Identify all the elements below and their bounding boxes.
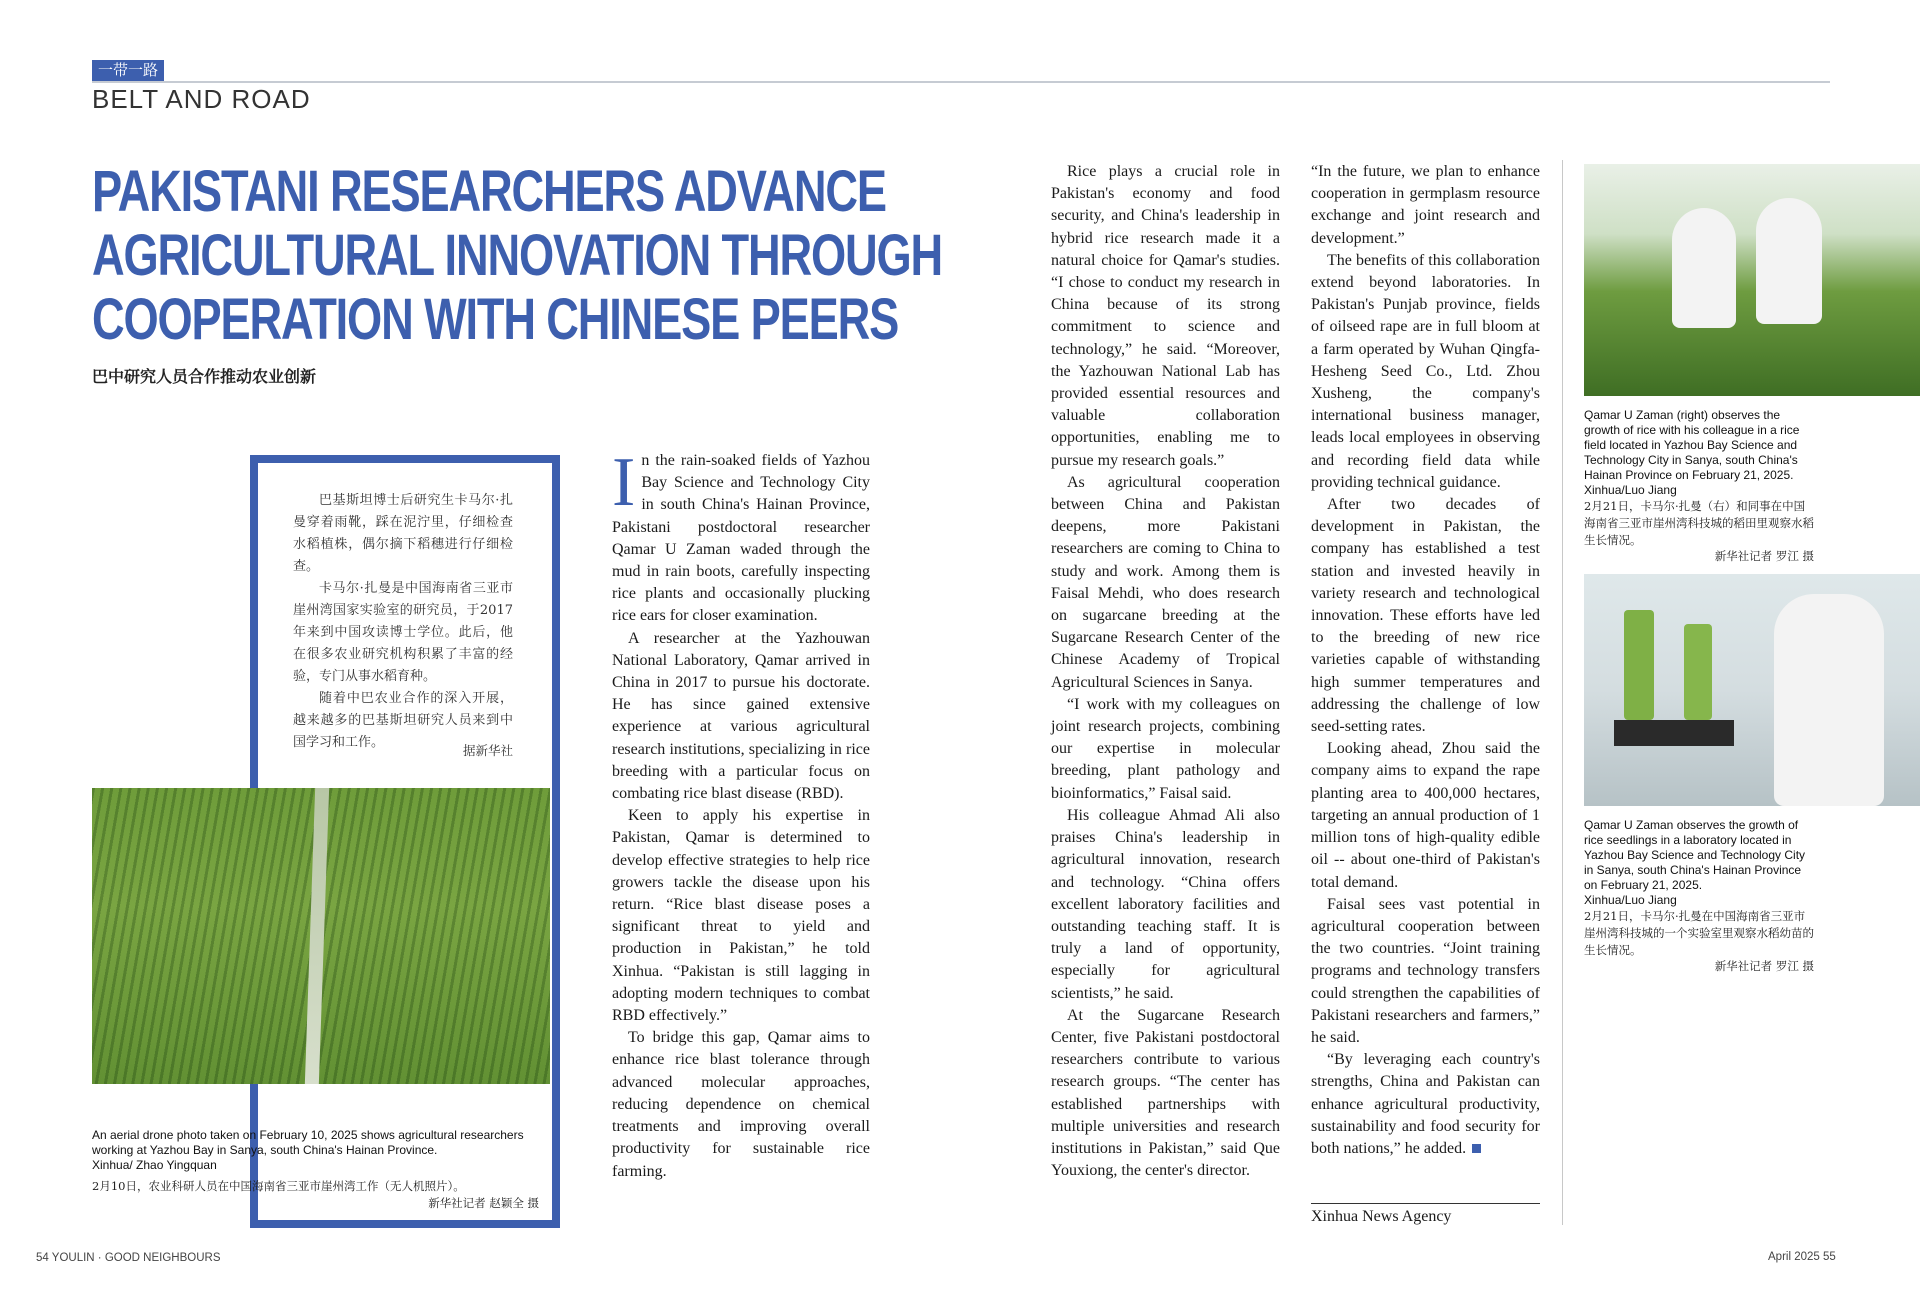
folio-left [36, 1252, 220, 1264]
sidebar-paragraph: 随着中巴农业合作的深入开展，越来越多的巴基斯坦研究人员来到中国学习和工作。 [293, 691, 513, 750]
headline-line: COOPERATION WITH CHINESE PEERS [92, 287, 899, 352]
lab-photo-credit-chinese: 新华社记者 罗江 摄 [1714, 959, 1814, 973]
aerial-photo-caption [92, 1128, 562, 1173]
sidebar-credit: 据新华社 [462, 743, 513, 758]
article-paragraph: Looking ahead, Zhou said the company aims to expand the rape planting area to 400,000 hectares, targeting an annual production of 1 million tons of high-quality edible oil -- about one-third of Pakistan's total demand. [1311, 740, 1540, 891]
article-column-1 [612, 444, 870, 1183]
article-paragraph: The benefits of this collaboration extend beyond laboratories. In Pakistan's Punjab province, fields of oilseed rape are in full bloom at a farm operated by Wuhan Qingfa-Hesheng Seed Co., Ltd. Zhou Xusheng, the company's international business manager, leads local employees in observing and recording field data while providing technical guidance. [1311, 251, 1540, 491]
article-paragraph: “By leveraging each country's strengths, China and Pakistan can enhance agricultural productivity, sustainability and food security for both nations,” he added. [1311, 1051, 1540, 1157]
headline-line: PAKISTANI RESEARCHERS ADVANCE [92, 159, 886, 224]
headline-line: AGRICULTURAL INNOVATION THROUGH [92, 223, 943, 288]
end-mark-icon [1472, 1144, 1481, 1153]
caption-text: Qamar U Zaman observes the growth of rice seedlings in a laboratory located in Yazhou Bay Science and Technology City in Sanya, south China's Hainan Province on February 21, 2025. [1584, 818, 1806, 892]
field-photo-credit-chinese: 新华社记者 罗江 摄 [1714, 549, 1814, 563]
section-rule [92, 81, 1830, 83]
column-divider [1562, 160, 1563, 1225]
section-title: BELT AND ROAD [92, 84, 311, 114]
caption-credit: Xinhua/Luo Jiang [1584, 483, 1677, 497]
article-paragraph: Keen to apply his expertise in Pakistan, Qamar is determined to develop effective strategies to help rice growers tackle the disease upon his return. “Rice blast disease poses a significant threat to yield and production in Pakistan,” he told Xinhua. “Pakistan is still lagging in adopting modern techniques to combat RBD effectively.” [612, 807, 870, 1025]
headline [92, 159, 943, 352]
article-paragraph: At the Sugarcane Research Center, five Pakistani postdoctoral researchers contribute to various research groups. “The center has established partnerships with multiple universities and research institutions in Pakistan,” said Que Youxiong, the center's director. [1051, 1006, 1280, 1180]
rice-seedling [1684, 624, 1712, 720]
headline-chinese: 巴中研究人员合作推动农业创新 [92, 367, 317, 386]
sidebar-paragraph: 巴基斯坦博士后研究生卡马尔·扎曼穿着雨靴，踩在泥泞里，仔细检查水稻植株，偶尔摘下稻穗进行仔细检查。 [293, 493, 513, 574]
article-paragraph: Rice plays a crucial role in Pakistan's economy and food security, and China's leadership in hybrid rice research made it a natural choice for Qamar's studies. “I chose to conduct my research in China because of its strong commitment to science and technology,” he said. “Moreover, the Yazhouwan National Lab has provided essential resources and valuable collaboration opportunities, enabling me to pursue my research goals.” [1051, 163, 1280, 469]
caption-credit: Xinhua/ Zhao Yingquan [92, 1158, 217, 1172]
caption-credit: Xinhua/Luo Jiang [1584, 893, 1677, 907]
researcher-figure [1672, 208, 1736, 328]
field-photo-caption-chinese: 2月21日，卡马尔·扎曼（右）和同事在中国海南省三亚市崖州湾科技城的稻田里观察水稻生长情况。 [1584, 499, 1814, 547]
aerial-photo-caption-chinese: 2月10日，农业科研人员在中国海南省三亚市崖州湾工作（无人机照片）。 [92, 1179, 465, 1193]
article-column-2 [1051, 161, 1280, 1182]
article-column-3 [1311, 161, 1540, 1160]
caption-text: An aerial drone photo taken on February 10, 2025 shows agricultural researchers working at Yazhou Bay in Sanya, south China's Hainan Province. [92, 1128, 524, 1157]
field-photo-caption [1584, 408, 1814, 498]
article-paragraph: His colleague Ahmad Ali also praises China's leadership in agricultural innovation, research and technology. “China offers excellent laboratory facilities and outstanding teaching staff. It is truly a land of opportunity, especially for agricultural scientists,” he said. [1051, 806, 1280, 1002]
rice-seedling [1624, 610, 1654, 720]
article-paragraph: “In the future, we plan to enhance cooperation in germplasm resource exchange and joint research and development.” [1311, 163, 1540, 247]
magazine-name: YOULIN · GOOD NEIGHBOURS [51, 1252, 221, 1264]
lab-photo-caption [1584, 818, 1814, 908]
researcher-figure [1756, 198, 1822, 324]
sidebar-paragraph: 卡马尔·扎曼是中国海南省三亚市崖州湾国家实验室的研究员，于2017年来到中国攻读博士学位。此后，他在很多农业研究机构积累了丰富的经验，专门从事水稻育种。 [293, 581, 513, 684]
page-number: 54 [36, 1252, 49, 1264]
article-paragraph: To bridge this gap, Qamar aims to enhance rice blast tolerance through advanced molecular approaches, reducing dependence on chemical treatments and improving overall productivity for sustainable rice farming. [612, 1029, 870, 1180]
article-paragraph: As agricultural cooperation between China and Pakistan deepens, more Pakistani researchers are coming to China to study and work. Among them is Faisal Mehdi, who does research on sugarcane breeding at the Sugarcane Research Center of the Chinese Academy of Tropical Agricultural Sciences in Sanya. [1051, 473, 1280, 691]
lab-photo-caption-chinese: 2月21日，卡马尔·扎曼在中国海南省三亚市崖州湾科技城的一个实验室里观察水稻幼苗的生长情况。 [1584, 909, 1814, 957]
caption-text: Qamar U Zaman (right) observes the growth of rice with his colleague in a rice field located in Yazhou Bay Science and Technology City in Sanya, south China's Hainan Province on February 21, 2025. [1584, 408, 1800, 482]
article-paragraph: After two decades of development in Pakistan, the company has established a test station and invested heavily in variety research and technological innovation. These efforts have led to the breeding of new rice varieties capable of withstanding high summer temperatures and addressing the challenge of low seed-setting rates. [1311, 496, 1540, 736]
article-paragraph: In the rain-soaked fields of Yazhou Bay Science and Technology City in south China's Hainan Province, Pakistani postdoctoral researcher Qamar U Zaman waded through the mud in rain boots, carefully inspecting rice plants and occasionally plucking rice ears for closer examination. [612, 444, 870, 625]
researcher-figure [1774, 594, 1884, 806]
rice-field-researchers-photo [1584, 164, 1920, 396]
laboratory-seedlings-photo [1584, 574, 1920, 806]
sidebar-chinese-text [293, 490, 513, 754]
drop-cap: I [612, 444, 636, 521]
aerial-photo-credit-chinese: 新华社记者 赵颖全 摄 [428, 1196, 539, 1210]
issue-date: April 2025 [1768, 1251, 1820, 1263]
byline: Xinhua News Agency [1311, 1208, 1452, 1225]
page-number: 55 [1823, 1251, 1836, 1263]
article-paragraph: Faisal sees vast potential in agricultural cooperation between the two countries. “Joint training programs and technology transfers could strengthen the capabilities of Pakistani researchers and farmers,” he said. [1311, 895, 1540, 1046]
article-paragraph: A researcher at the Yazhouwan National Laboratory, Qamar arrived in China in 2017 to pursue his doctorate. He has since gained extensive experience at various agricultural research institutions, specializing in rice breeding with a particular focus on combating rice blast disease (RBD). [612, 629, 870, 803]
folio-right [1768, 1251, 1836, 1263]
section-tag: 一带一路 [92, 60, 164, 81]
byline-rule [1311, 1203, 1540, 1204]
seedling-pots [1614, 720, 1734, 746]
article-paragraph: “I work with my colleagues on joint research projects, combining our expertise in molecular breeding, plant pathology and bioinformatics,” Faisal said. [1051, 695, 1280, 802]
